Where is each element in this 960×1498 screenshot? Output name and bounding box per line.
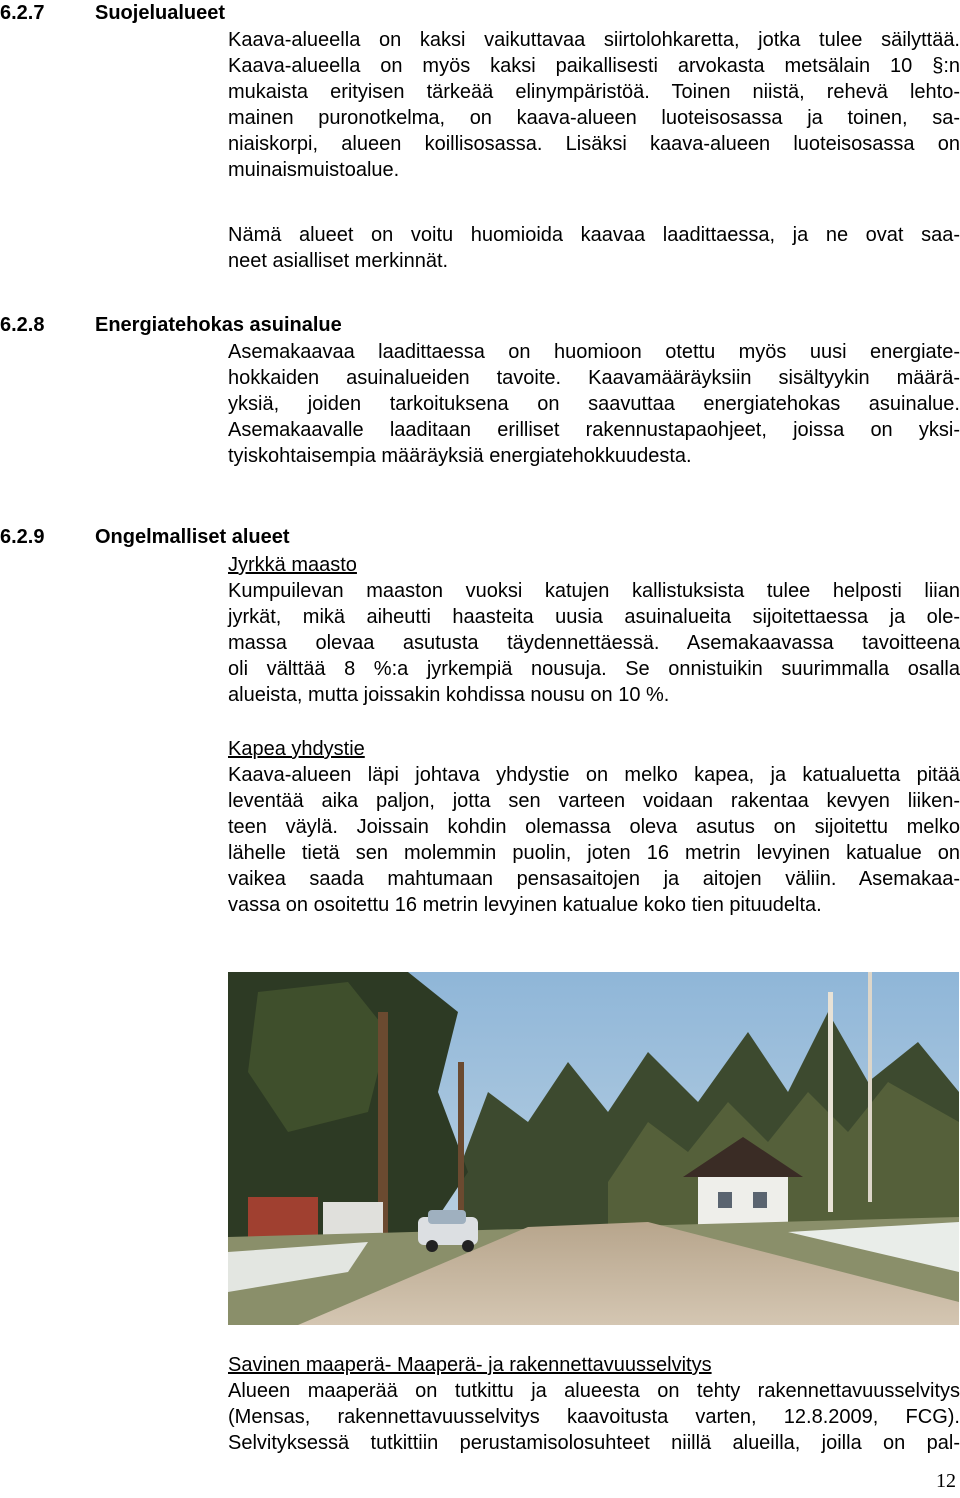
text-line: mukaista erityisen tärkeää elinympäristöä. Toinen niistä, rehevä lehto-: [228, 81, 960, 103]
text-line: hokkaiden asuinalueiden tavoite. Kaavamääräyksiin sisältyykin määrä-: [228, 367, 960, 389]
page-number: 12: [936, 1470, 956, 1492]
text-line: lähelle tietä sen molemmin puolin, joten 16 metrin levyinen katualue on: [228, 842, 960, 864]
section-title: Energiatehokas asuinalue: [95, 314, 342, 336]
text-line: neet asialliset merkinnät.: [228, 250, 449, 272]
text-line: alueista, mutta joissakin kohdissa nousu on 10 %.: [228, 684, 670, 706]
text-line: tyiskohtaisempia määräyksiä energiatehokkuudesta.: [228, 445, 692, 467]
text-line: Asemakaavaa laadittaessa on huomioon otettu myös uusi energiate-: [228, 341, 960, 363]
text-line: Kumpuilevan maaston vuoksi katujen kallistuksista tulee helposti liian: [228, 580, 960, 602]
section-title: Ongelmalliset alueet: [95, 526, 290, 548]
text-line: oli välttää 8 %:a jyrkempiä nousuja. Se onnistuikin suurimmalla osalla: [228, 658, 960, 680]
text-line: Kaava-alueen läpi johtava yhdystie on melko kapea, ja katualuetta pitää: [228, 764, 960, 786]
text-line: Nämä alueet on voitu huomioida kaavaa laadittaessa, ja ne ovat saa-: [228, 224, 960, 246]
subheading: Savinen maaperä- Maaperä- ja rakennettavuusselvitys: [228, 1354, 712, 1376]
text-line: Kaava-alueella on kaksi vaikuttavaa siirtolohkaretta, jotka tulee säilyttää.: [228, 29, 960, 51]
text-line: Asemakaavalle laaditaan erilliset rakennustapaohjeet, joissa on yksi-: [228, 419, 960, 441]
text-line: mainen puronotkelma, on kaava-alueen luoteisosassa ja toinen, sa-: [228, 107, 960, 129]
section-number: 6.2.9: [0, 526, 45, 548]
section-number: 6.2.8: [0, 314, 45, 336]
text-line: leventää aika paljon, jotta sen varteen voidaan rakentaa kevyen liiken-: [228, 790, 960, 812]
text-line: Kaava-alueella on myös kaksi paikallisesti arvokasta metsälain 10 §:n: [228, 55, 960, 77]
section-number: 6.2.7: [0, 2, 45, 24]
subheading: Kapea yhdystie: [228, 738, 365, 760]
text-line: massa olevaa asutusta täydennettäessä. Asemakaavassa tavoitteena: [228, 632, 960, 654]
text-line: Alueen maaperää on tutkittu ja alueesta on tehty rakennettavuusselvitys: [228, 1380, 960, 1402]
text-line: jyrkät, mikä aiheutti haasteita uusia asuinalueita sijoitettaessa ja ole-: [228, 606, 960, 628]
text-line: teen väylä. Joissain kohdin olemassa oleva asutus on sijoitettu melko: [228, 816, 960, 838]
section-title: Suojelualueet: [95, 2, 226, 24]
text-line: muinaismuistoalue.: [228, 159, 400, 181]
text-line: vaikea saada mahtumaan pensasaitojen ja aitojen väliin. Asemakaa-: [228, 868, 960, 890]
road-photo: [228, 972, 959, 1325]
text-line: Selvityksessä tutkittiin perustamisolosuhteet niillä alueilla, joilla on pal-: [228, 1432, 960, 1454]
text-line: niaiskorpi, alueen koillisosassa. Lisäksi kaava-alueen luoteisosassa on: [228, 133, 960, 155]
subheading: Jyrkkä maasto: [228, 554, 357, 576]
text-line: vassa on osoitettu 16 metrin levyinen katualue koko tien pituudelta.: [228, 894, 822, 916]
text-line: yksiä, joiden tarkoituksena on saavuttaa energiatehokas asuinalue.: [228, 393, 960, 415]
text-line: (Mensas, rakennettavuusselvitys kaavoitusta varten, 12.8.2009, FCG).: [228, 1406, 960, 1428]
